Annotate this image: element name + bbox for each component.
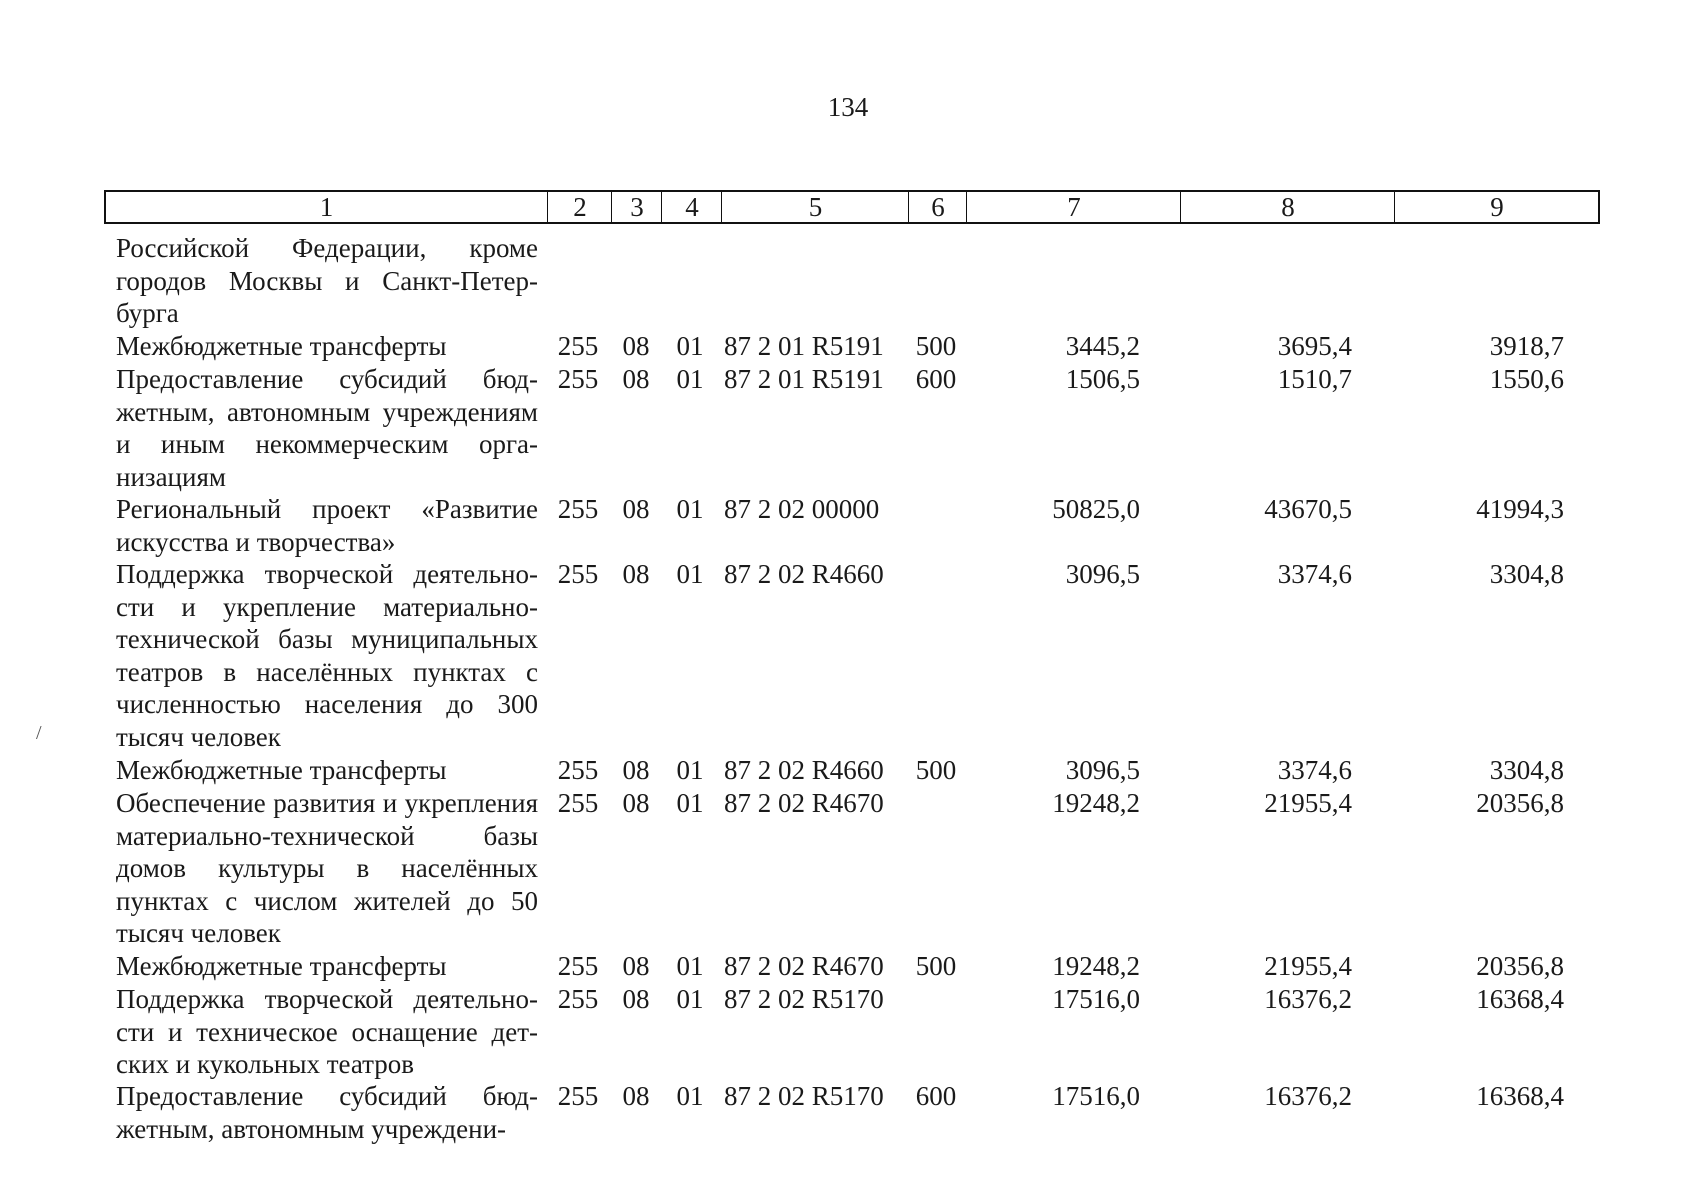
row-cell-6: 600 (915, 1081, 957, 1111)
row-name-cell: Обеспечение развития и укрепления материально-технической базы домов культуры в населённых пунктах с числом жителей до 50 тысяч человек (116, 788, 538, 949)
row-name-cell: Межбюджетные трансферты (116, 331, 447, 361)
row-cell-2: 255 (557, 1081, 599, 1111)
row-cell-3: 08 (622, 755, 650, 785)
row-cell-3: 08 (622, 494, 650, 524)
header-cell-4: 4 (661, 192, 722, 222)
row-cell-3: 08 (622, 331, 650, 361)
row-cell-3: 08 (622, 1081, 650, 1111)
header-cell-8: 8 (1180, 192, 1395, 222)
row-cell-4: 01 (676, 951, 704, 981)
row-cell-2: 255 (557, 951, 599, 981)
row-cell-9: 3304,8 (1489, 559, 1564, 589)
header-cell-7: 7 (966, 192, 1181, 222)
row-cell-5: 87 2 01 R5191 (724, 364, 884, 394)
row-cell-8: 3374,6 (1277, 755, 1352, 785)
row-cell-5: 87 2 02 R4660 (724, 559, 884, 589)
row-cell-4: 01 (676, 364, 704, 394)
row-cell-9: 16368,4 (1476, 984, 1564, 1014)
row-name-cell: Поддержка творческой деятельности и укрепление материально-технической базы муниципальных театров в населённых пунктах с численностью населения до 300 тысяч человек (116, 559, 538, 752)
row-cell-8: 1510,7 (1277, 364, 1352, 394)
row-cell-8: 16376,2 (1264, 984, 1352, 1014)
row-cell-5: 87 2 02 00000 (724, 494, 880, 524)
header-cell-9: 9 (1394, 192, 1599, 222)
row-cell-8: 21955,4 (1264, 788, 1352, 818)
page-number: 134 (827, 92, 869, 122)
row-cell-2: 255 (557, 494, 599, 524)
row-cell-3: 08 (622, 951, 650, 981)
row-cell-9: 20356,8 (1476, 951, 1564, 981)
row-cell-7: 1506,5 (1065, 364, 1140, 394)
row-cell-7: 19248,2 (1052, 788, 1140, 818)
row-cell-8: 16376,2 (1264, 1081, 1352, 1111)
row-cell-9: 16368,4 (1476, 1081, 1564, 1111)
row-cell-6: 500 (915, 951, 957, 981)
row-cell-5: 87 2 02 R4670 (724, 951, 884, 981)
row-cell-6: 500 (915, 755, 957, 785)
row-cell-2: 255 (557, 559, 599, 589)
row-cell-7: 3096,5 (1065, 559, 1140, 589)
row-cell-7: 17516,0 (1052, 1081, 1140, 1111)
row-name-cell: Российской Федерации, кроме городов Москвы и Санкт-Петербурга (116, 233, 538, 329)
row-cell-7: 17516,0 (1052, 984, 1140, 1014)
row-cell-7: 50825,0 (1052, 494, 1140, 524)
row-cell-2: 255 (557, 331, 599, 361)
row-name-cell: Предоставление субсидий бюджетным, автономным учреждени- (116, 1081, 538, 1144)
header-cell-3: 3 (611, 192, 662, 222)
row-cell-6: 500 (915, 331, 957, 361)
row-name-cell: Поддержка творческой деятельности и техническое оснащение детских и кукольных театров (116, 984, 538, 1080)
row-name-cell: Региональный проект «Развитие искусства и творчества» (116, 494, 538, 557)
row-cell-9: 1550,6 (1489, 364, 1564, 394)
row-cell-5: 87 2 02 R4660 (724, 755, 884, 785)
row-name-cell: Межбюджетные трансферты (116, 755, 447, 785)
row-cell-9: 3918,7 (1489, 331, 1564, 361)
row-cell-4: 01 (676, 755, 704, 785)
row-name-cell: Предоставление субсидий бюджетным, автономным учреждениям и иным некоммерческим организациям (116, 364, 538, 492)
row-cell-7: 19248,2 (1052, 951, 1140, 981)
header-cell-5: 5 (721, 192, 909, 222)
row-cell-4: 01 (676, 559, 704, 589)
row-cell-8: 3374,6 (1277, 559, 1352, 589)
header-cell-2: 2 (547, 192, 612, 222)
row-name-cell: Межбюджетные трансферты (116, 951, 447, 981)
header-cell-1: 1 (319, 192, 334, 222)
row-cell-3: 08 (622, 984, 650, 1014)
row-cell-9: 3304,8 (1489, 755, 1564, 785)
row-cell-5: 87 2 02 R4670 (724, 788, 884, 818)
header-cell-6: 6 (908, 192, 967, 222)
row-cell-5: 87 2 02 R5170 (724, 984, 884, 1014)
row-cell-2: 255 (557, 755, 599, 785)
row-cell-4: 01 (676, 331, 704, 361)
row-cell-4: 01 (676, 1081, 704, 1111)
row-cell-4: 01 (676, 494, 704, 524)
row-cell-7: 3445,2 (1065, 331, 1140, 361)
row-cell-2: 255 (557, 364, 599, 394)
row-cell-4: 01 (676, 984, 704, 1014)
row-cell-8: 43670,5 (1264, 494, 1352, 524)
row-cell-9: 41994,3 (1476, 494, 1564, 524)
row-cell-3: 08 (622, 364, 650, 394)
row-cell-9: 20356,8 (1476, 788, 1564, 818)
row-cell-8: 21955,4 (1264, 951, 1352, 981)
row-cell-8: 3695,4 (1277, 331, 1352, 361)
row-cell-6: 600 (915, 364, 957, 394)
row-cell-3: 08 (622, 788, 650, 818)
row-cell-5: 87 2 02 R5170 (724, 1081, 884, 1111)
row-cell-2: 255 (557, 984, 599, 1014)
row-cell-7: 3096,5 (1065, 755, 1140, 785)
row-cell-3: 08 (622, 559, 650, 589)
row-cell-4: 01 (676, 788, 704, 818)
row-cell-5: 87 2 01 R5191 (724, 331, 884, 361)
row-cell-2: 255 (557, 788, 599, 818)
scan-mark: / (36, 722, 42, 744)
